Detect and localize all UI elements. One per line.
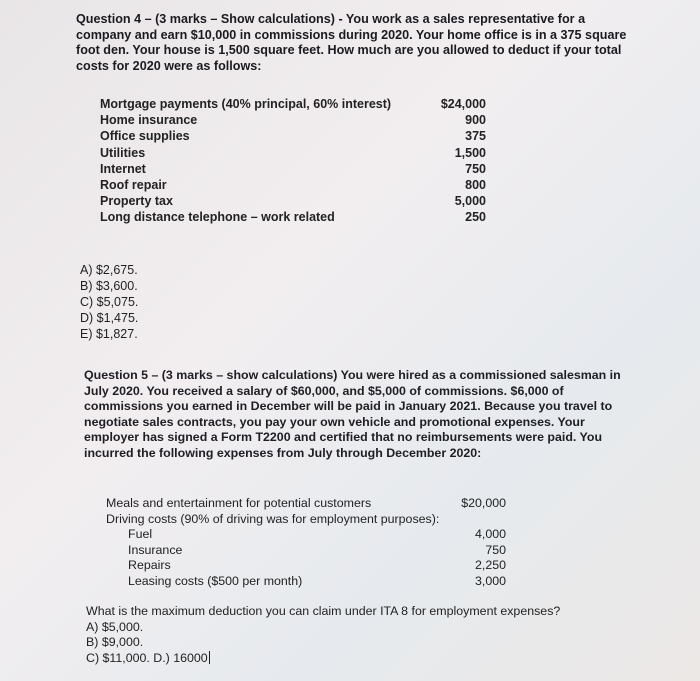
question-5-prompt-and-choices: [86, 604, 560, 666]
expense-amount: 4,000: [474, 527, 506, 542]
answer-choice: C) $11,000. D.) 16000: [86, 650, 208, 665]
expense-row: [100, 112, 486, 128]
expense-label: Insurance: [128, 542, 183, 557]
question-4-text: [76, 12, 636, 74]
expense-label: Mortgage payments (40% principal, 60% interest): [100, 97, 392, 111]
answer-input[interactable]: [86, 651, 560, 667]
expense-amount: 250: [465, 210, 486, 225]
expense-row: [100, 145, 486, 161]
answer-choice: A) $5,000.: [86, 619, 144, 634]
expense-amount: 750: [465, 161, 486, 176]
answer-choice: E) $1,827.: [80, 327, 138, 341]
answer-choice: A) $2,675.: [80, 263, 138, 277]
expense-row: [106, 496, 506, 512]
question-4-expense-table: [100, 96, 486, 226]
expense-label: Meals and entertainment for potential customers: [106, 496, 372, 510]
expense-row: [100, 128, 486, 144]
expense-amount: $24,000: [440, 97, 486, 111]
expense-label: Internet: [100, 161, 146, 176]
expense-row: [106, 574, 506, 590]
expense-amount: 750: [485, 542, 506, 557]
question-5-body: You were hired as a commissioned salesman in July 2020. You received a salary of $60,000, and $5,000 of commissions. $6,000 of commissions you earned in December will be paid in January 2021. Because you travel to negotiate sales contracts, you pay your own vehicle and promotional expenses. Your employer has signed a Form T2200 and certified that no reimbursements were paid. You incurred the following expenses from July through December 2020:: [84, 368, 621, 460]
driving-costs-heading: Driving costs (90% of driving was for employment purposes):: [106, 511, 440, 526]
expense-label: Utilities: [100, 145, 146, 160]
expense-amount: 5,000: [454, 194, 486, 209]
answer-choice: B) $9,000.: [86, 635, 144, 650]
expense-row: [100, 209, 486, 225]
expense-label: Home insurance: [100, 113, 198, 128]
expense-amount: 1,500: [454, 145, 486, 160]
expense-amount: $20,000: [461, 496, 506, 510]
answer-choice: C) $5,075.: [80, 295, 139, 309]
expense-row: [100, 161, 486, 177]
expense-row: [100, 193, 486, 209]
question-4-body: - You work as a sales representative for a company and earn $10,000 in commissions during 2020. Your home office is in a 375 square foot den. Your house is 1,500 square feet. How much are you allowed to deduct if your total costs for 2020 were as follows:: [76, 12, 627, 73]
expense-row: [106, 558, 506, 574]
expense-label: Roof repair: [100, 178, 167, 193]
question-4-title: Question 4 – (3 marks – Show calculations): [76, 12, 335, 26]
expense-label: Repairs: [128, 558, 171, 573]
answer-choice: D) $1,475.: [80, 311, 139, 325]
question-5-text: [84, 368, 629, 462]
expense-label: Leasing costs ($500 per month): [128, 573, 303, 588]
question-4-choices: [80, 262, 138, 342]
expense-row: [106, 543, 506, 559]
text-cursor: [209, 651, 210, 664]
expense-amount: 2,250: [474, 558, 506, 573]
expense-label: Office supplies: [100, 129, 190, 144]
expense-row: [100, 96, 486, 112]
expense-row: [106, 527, 506, 543]
expense-label: Fuel: [128, 527, 153, 542]
expense-amount: 800: [465, 178, 486, 193]
question-5-expense-table: [106, 496, 506, 590]
expense-amount: 375: [465, 129, 486, 144]
answer-choice: B) $3,600.: [80, 279, 138, 293]
expense-label: Long distance telephone – work related: [100, 210, 335, 225]
question-5-title: Question 5 – (3 marks – show calculations): [84, 368, 338, 382]
expense-row: [100, 177, 486, 193]
expense-label: Property tax: [100, 194, 173, 209]
expense-amount: 3,000: [474, 573, 506, 588]
expense-amount: 900: [465, 113, 486, 128]
question-5-prompt: What is the maximum deduction you can claim under ITA 8 for employment expenses?: [86, 604, 561, 618]
